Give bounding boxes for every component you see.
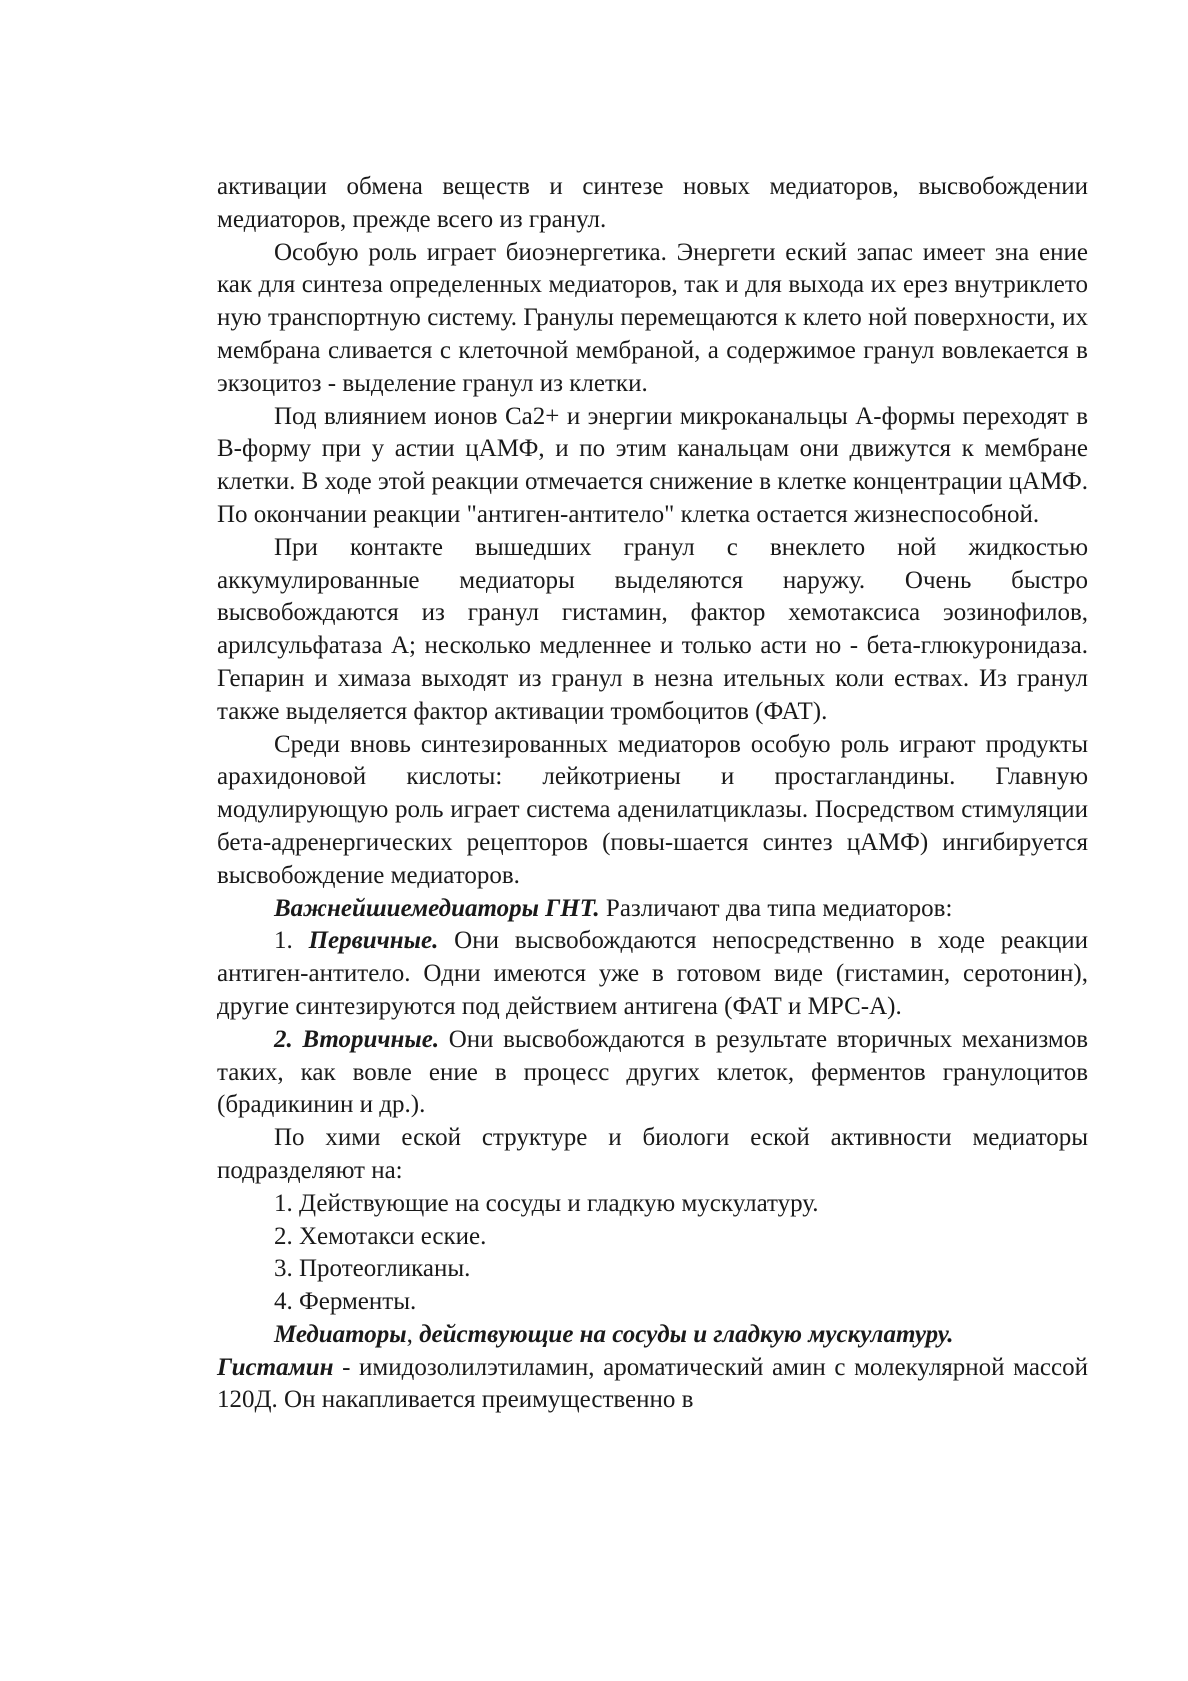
secondary-title: Вторичные. xyxy=(302,1025,440,1053)
mediators-heading-rest: Различают два типа медиаторов: xyxy=(599,894,953,922)
vascular-heading-part1: Медиаторы xyxy=(274,1320,407,1348)
document-page xyxy=(217,171,1088,1417)
histamine-paragraph xyxy=(217,1352,1088,1418)
mediators-heading-bold: Важнейшиемедиаторы ГНТ. xyxy=(274,894,600,922)
secondary-number: 2. xyxy=(274,1025,293,1053)
secondary-mediators xyxy=(217,1024,1088,1122)
classification-item-2: 2. Хемотакси еские. xyxy=(274,1222,487,1250)
paragraph-1: активации обмена веществ и синтезе новых медиаторов, высвобождении медиаторов, прежде всего из гранул. xyxy=(217,173,1088,233)
primary-text: Они высвобождаются непосредственно в ходе реакции антиген-антитело. Одни имеются уже в готовом виде (гистамин, серотонин), другие синтезируются под действием антигена (ФАТ и МРС-А). xyxy=(217,927,1089,1020)
vascular-heading-part2: действующие на сосуды и гладкую мускулатуру. xyxy=(412,1320,954,1348)
vascular-heading-comma: , xyxy=(406,1320,413,1348)
secondary-text: Они высвобождаются в результате вторичных механизмов таких, как вовле ение в процесс других клеток, ферментов гранулоцитов (брадикинин и др.). xyxy=(217,1025,1089,1119)
primary-mediators xyxy=(217,925,1088,1023)
paragraph-2: Особую роль играет биоэнергетика. Энергети еский запас имеет зна ение как для синтеза определенных медиаторов, так и для выхода их ерез внутриклето ную транспортную систему. Гранулы перемещаются к клето ной поверхности, их мембрана сливается с клеточной мембраной, а содержимое гранул вовлекается в экзоцитоз - выделение гранул из клетки. xyxy=(217,238,1088,397)
histamine-term: Гистамин xyxy=(217,1353,334,1381)
primary-number: 1. xyxy=(274,927,293,955)
histamine-text: - имидозолилэтиламин, ароматический амин с молекулярной массой 120Д. Он накапливается преимущественно в xyxy=(217,1353,1088,1414)
classification-item-3: 3. Протеогликаны. xyxy=(274,1255,471,1283)
paragraph-4: При контакте вышедших гранул с внеклето ной жидкостью аккумулированные медиаторы выделяются наружу. Очень быстро высвобождаются из гранул гистамин, фактор хемотаксиса эозинофилов, арилсульфатаза А; несколько медленнее и только асти но - бета-глюкуронидаза. Гепарин и химаза выходят из гранул в незна ительных коли ествах. Из гранул также выделяется фактор активации тромбоцитов (ФАТ). xyxy=(217,533,1088,725)
mediators-heading xyxy=(217,893,1088,926)
classification-intro: По хими еской структуре и биологи еской активности медиаторы подразделяют на: xyxy=(217,1124,1088,1184)
primary-title: Первичные. xyxy=(308,927,439,955)
vascular-mediators-heading xyxy=(217,1319,1088,1352)
paragraph-3: Под влиянием ионов Са2+ и энергии микроканальцы А-формы переходят в В-форму при у астии цАМФ, и по этим канальцам они движутся к мембране клетки. В ходе этой реакции отмечается снижение в клетке концентрации цАМФ. По окончании реакции "антиген-антитело" клетка остается жизнеспособной. xyxy=(217,402,1088,528)
paragraph-5: Среди вновь синтезированных медиаторов особую роль играют продукты арахидоновой кислоты: лейкотриены и простагландины. Главную модулирующую роль играет система аденилатциклазы. Посредством стимуляции бета-адренергических рецепторов (повы-шается синтез цАМФ) ингибируется высвобождение медиаторов. xyxy=(217,730,1088,889)
classification-item-1: 1. Действующие на сосуды и гладкую мускулатуру. xyxy=(274,1189,819,1217)
classification-item-4: 4. Ферменты. xyxy=(274,1288,417,1316)
